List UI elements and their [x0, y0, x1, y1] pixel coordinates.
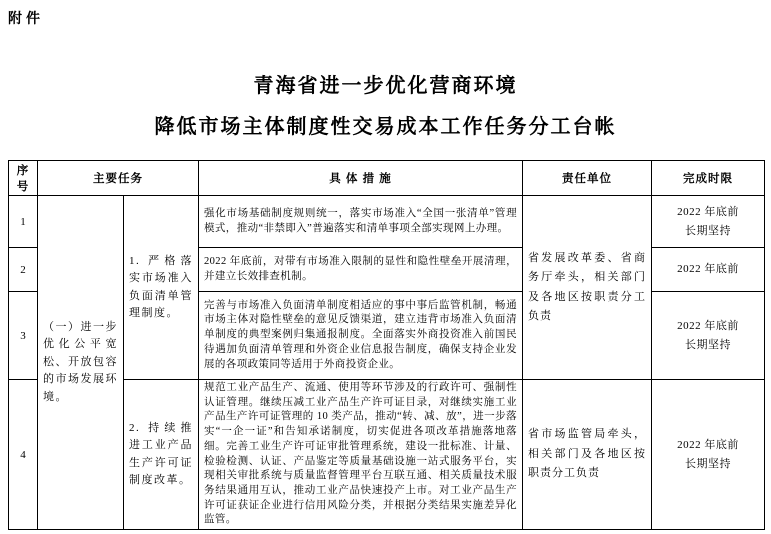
- row-2-deadline: [652, 248, 765, 292]
- row-1-deadline: [652, 196, 765, 248]
- row-4-deadline: [652, 380, 765, 530]
- attachment-label: 附件: [8, 10, 44, 26]
- row-1-measure: 强化市场基础制度规则统一，落实市场准入“全国一张清单”管理模式，推动“非禁即入”普遍落实和清单事项全部实现网上办理。: [199, 196, 523, 248]
- header-deadline: 完成时限: [652, 161, 765, 196]
- row-3-deadline: [652, 292, 765, 380]
- row-4-index: 4: [9, 380, 38, 530]
- row-3-index: 3: [9, 292, 38, 380]
- row-4-deadline-line-1: 2022 年底前: [677, 438, 739, 451]
- row-2-index: 2: [9, 248, 38, 292]
- row-1-index: 1: [9, 196, 38, 248]
- header-main-task: 主要任务: [38, 161, 199, 196]
- row-3-measure: 完善与市场准入负面清单制度相适应的事中事后监管机制，畅通市场主体对隐性壁垒的意见反馈渠道，建立违背市场准入负面清单制度的典型案例归集通报制度。全面落实外商投资准入前国民待遇加负面清单管理和外资企业信息报告制度，确保支持企业发展的各项政策同等适用于外商投资企业。: [199, 292, 523, 380]
- header-responsible-unit: 责任单位: [523, 161, 652, 196]
- main-task-category-cell: （一）进一步优化公平宽松、开放包容的市场发展环境。: [38, 196, 124, 530]
- table-row: [9, 196, 765, 248]
- responsible-unit-rows-1-3: 省发展改革委、省商务厅牵头，相关部门及各地区按职责分工负责: [523, 196, 652, 380]
- responsible-unit-row-4: 省市场监管局牵头，相关部门及各地区按职责分工负责: [523, 380, 652, 530]
- row-1-deadline-line-1: 2022 年底前: [677, 205, 739, 218]
- row-3-deadline-line-1: 2022 年底前: [677, 319, 739, 332]
- row-2-deadline-line-1: 2022 年底前: [677, 263, 739, 275]
- row-4-deadline-line-2: 长期坚持: [685, 457, 731, 470]
- table-header-row: [9, 161, 765, 196]
- sub-task-1-cell: 1. 严格落实市场准入负面清单管理制度。: [124, 196, 199, 380]
- row-3-deadline-line-2: 长期坚持: [685, 338, 731, 351]
- document-title: [0, 74, 771, 139]
- title-line-1: 青海省进一步优化营商环境: [253, 75, 518, 97]
- task-assignment-table: [8, 160, 765, 530]
- title-line-2: 降低市场主体制度性交易成本工作任务分工台帐: [154, 116, 617, 138]
- row-1-deadline-line-2: 长期坚持: [685, 224, 731, 237]
- header-measures: 具 体 措 施: [199, 161, 523, 196]
- row-4-measure: 规范工业产品生产、流通、使用等环节涉及的行政许可、强制性认证管理。继续压减工业产品生产许可证目录，对继续实施工业产品生产许可证管理的 10 类产品，推动“转、减、放”，进一步落实“一企一证”和告知承诺制度，切实促进各项改革措施落地落细。完善工业生产许可证审批管理系统，建设一批标准、计量、检验检测、认证、产品鉴定等质量基础设施一站式服务平台，实现相关审批系统与质量监督管理平台互联互通、相关质量技术服务结果通用互认，推动工业产品快速投产上市。对工业产品生产许可证获证企业进行信用风险分类，并根据分类结果实施差异化监管。: [199, 380, 523, 530]
- header-index: 序号: [9, 161, 38, 196]
- row-2-measure: 2022 年底前，对带有市场准入限制的显性和隐性壁垒开展清理，并建立长效排查机制。: [199, 248, 523, 292]
- sub-task-2-cell: 2. 持续推进工业产品生产许可证制度改革。: [124, 380, 199, 530]
